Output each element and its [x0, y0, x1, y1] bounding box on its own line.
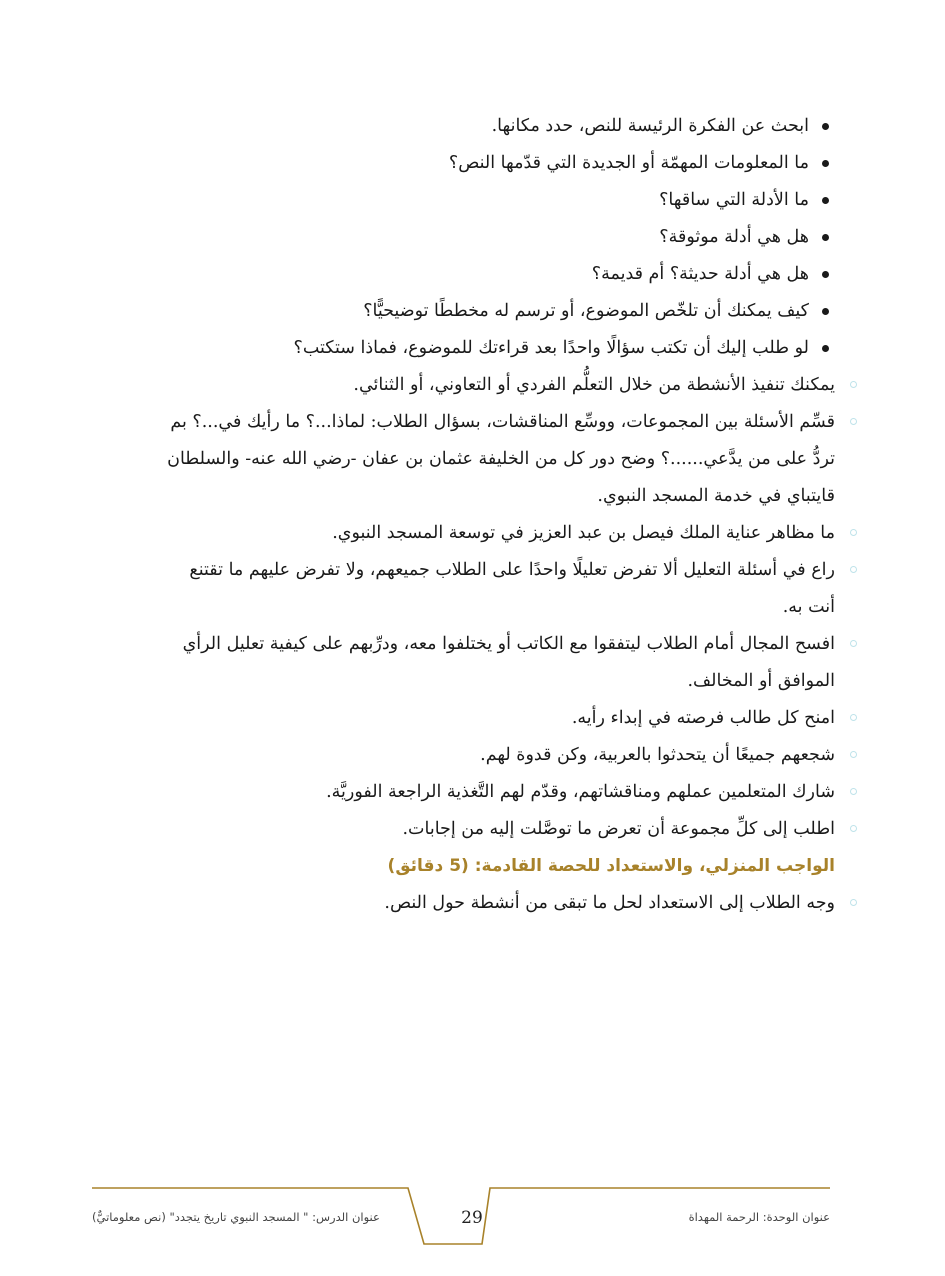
ring-item-king-faisal: ما مظاهر عناية الملك فيصل بن عبد العزيز في توسعة المسجد النبوي. — [92, 515, 835, 552]
lesson-title: عنوان الدرس: " المسجد النبوي تاريخ يتجدد" (نص معلوماتيٌّ) — [92, 1210, 380, 1224]
ring-item-give-chance: امنح كل طالب فرصته في إبداء رأيه. — [92, 700, 835, 737]
ring-item-feedback: شارك المتعلمين عملهم ومناقشاتهم، وقدّم لهم التَّغذية الراجعة الفوريَّة. — [92, 774, 835, 811]
ring-bullet-icon — [850, 381, 857, 388]
page-footer — [92, 1182, 830, 1252]
ring-bullet-icon — [850, 714, 857, 721]
ring-bullet-icon — [850, 788, 857, 795]
ring-item-opinion: افسح المجال أمام الطلاب ليتفقوا مع الكاتب أو يختلفوا معه، ودرِّبهم على كيفية تعليل الرأي الموافق أو المخالف. — [92, 626, 835, 700]
unit-title: عنوان الوحدة: الرحمة المهداة — [688, 1210, 830, 1224]
ring-item-reasoning: راع في أسئلة التعليل ألا تفرض تعليلًا واحدًا على الطلاب جميعهم، ولا تفرض عليهم ما تقتنع أنت به. — [92, 552, 835, 626]
ring-bullet-icon — [850, 566, 857, 573]
ring-item-arabic: شجعهم جميعًا أن يتحدثوا بالعربية، وكن قدوة لهم. — [92, 737, 835, 774]
ring-item-activities: يمكنك تنفيذ الأنشطة من خلال التعلُّم الفردي أو التعاوني، أو الثنائي. — [92, 367, 835, 404]
ring-bullet-icon — [850, 529, 857, 536]
bullet-evidence: ما الأدلة التي ساقها؟ — [92, 182, 835, 219]
ring-bullet-icon — [850, 418, 857, 425]
ring-bullet-icon — [850, 899, 857, 906]
ring-bullet-icon — [850, 825, 857, 832]
homework-heading: الواجب المنزلي، والاستعداد للحصة القادمة: (5 دقائق) — [387, 856, 835, 876]
ring-bullet-icon — [850, 640, 857, 647]
bullet-recent: هل هي أدلة حديثة؟ أم قديمة؟ — [92, 256, 835, 293]
ring-item-homework: وجه الطلاب إلى الاستعداد لحل ما تبقى من أنشطة حول النص. — [92, 885, 835, 922]
bullet-important-info: ما المعلومات المهمّة أو الجديدة التي قدّمها النص؟ — [92, 145, 835, 182]
bullet-reliable: هل هي أدلة موثوقة؟ — [92, 219, 835, 256]
ring-bullet-icon — [850, 751, 857, 758]
ring-item-divide-questions: قسِّم الأسئلة بين المجموعات، ووسِّع المناقشات، بسؤال الطلاب: لماذا...؟ ما رأيك في...؟ بم تردُّ على من يدَّعي......؟ وضح دور كل من الخليفة عثمان بن عفان -رضي الله عنه- والسلطان قايتباي في خدمة المسجد النبوي. — [92, 404, 835, 515]
ring-item-groups-present: اطلب إلى كلِّ مجموعة أن تعرض ما توصَّلت إليه من إجابات. — [92, 811, 835, 848]
bullet-summarize: كيف يمكنك أن تلخّص الموضوع، أو ترسم له مخططًا توضيحيًّا؟ — [92, 293, 835, 330]
page-number: 29 — [461, 1208, 483, 1228]
bullet-main-idea: ابحث عن الفكرة الرئيسة للنص، حدد مكانها. — [92, 108, 835, 145]
page-content — [92, 108, 835, 922]
bullet-question: لو طلب إليك أن تكتب سؤالًا واحدًا بعد قراءتك للموضوع، فماذا ستكتب؟ — [92, 330, 835, 367]
